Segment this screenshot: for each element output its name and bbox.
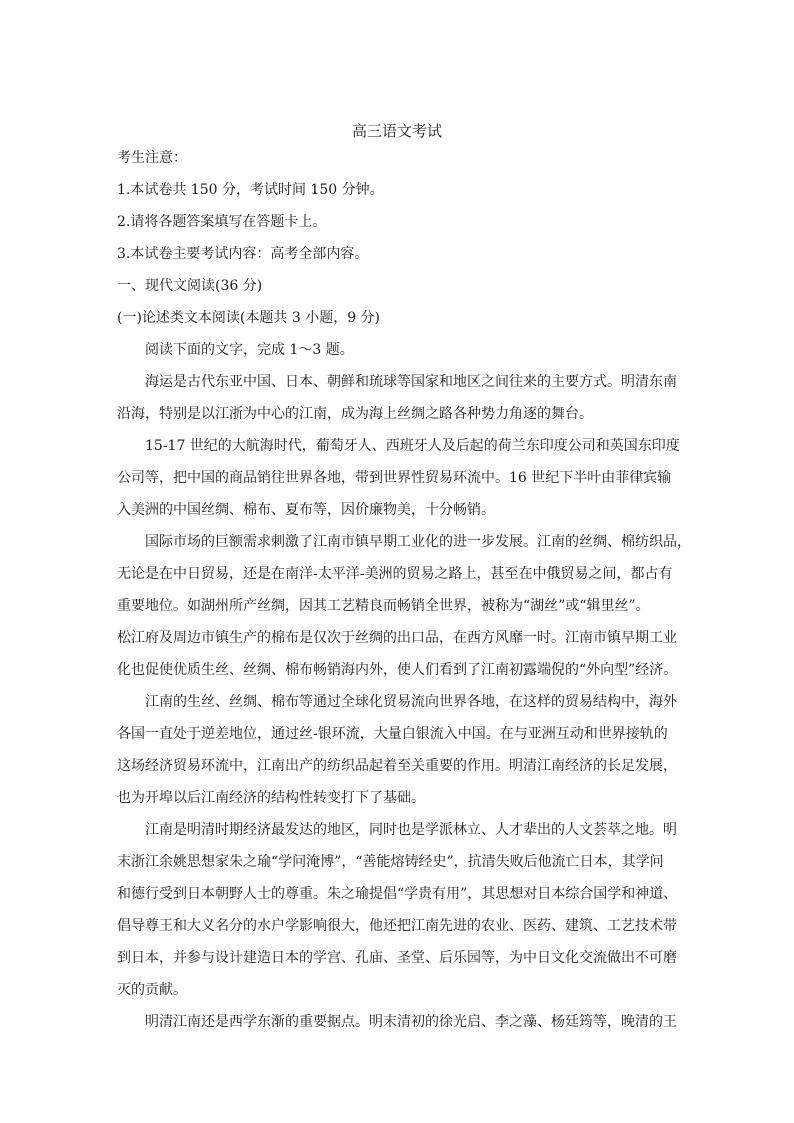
page-title: 高三语文考试 <box>351 122 442 140</box>
passage-line: 重要地位。如湖州所产丝绸，因其工艺精良而畅销全世界，被称为“湖丝”或“辑里丝”。 <box>117 598 650 614</box>
passage-paragraph <box>117 820 677 1000</box>
passage-line: 15-17 世纪的大航海时代，葡萄牙人、西班牙人及后起的荷兰东印度公司和英国东印度 <box>145 438 680 454</box>
passage-paragraph <box>117 436 680 520</box>
passage-paragraph <box>117 372 677 424</box>
passage-line: 也为开埠以后江南经济的结构性转变打下了基础。 <box>117 790 425 806</box>
reading-instruction: 阅读下面的文字，完成 1～3 题。 <box>145 342 354 358</box>
notice-item: 2.请将各题答案填写在答题卡上。 <box>117 214 327 230</box>
passage-line: 末浙江余姚思想家朱之瑜“学问淹博”，“善能熔铸经史”，抗清失败后他流亡日本，其学问 <box>117 854 664 870</box>
passage-line: 国际市场的巨额需求刺激了江南市镇早期工业化的进一步发展。江南的丝绸、棉纺织品， <box>145 534 691 550</box>
passage-line: 倡导尊王和大义名分的水户学影响很大，他还把江南先进的农业、医药、建筑、工艺技术带 <box>117 918 677 934</box>
passage-paragraph <box>117 692 677 808</box>
notice-heading: 考生注意： <box>117 150 187 166</box>
notice-item: 3.本试卷主要考试内容：高考全部内容。 <box>117 246 369 262</box>
notice-item: 1.本试卷共 150 分，考试时间 150 分钟。 <box>117 182 384 198</box>
passage-line: 化也促使优质生丝、丝绸、棉布畅销海内外，使人们看到了江南初露端倪的“外向型”经济。 <box>117 662 678 678</box>
passage-line: 海运是古代东亚中国、日本、朝鲜和琉球等国家和地区之间往来的主要方式。明清东南 <box>145 374 677 390</box>
passage-line: 松江府及周边市镇生产的棉布是仅次于丝绸的出口品，在西方风靡一时。江南市镇早期工业 <box>117 630 677 646</box>
passage-line: 公司等，把中国的商品销往世界各地，带到世界性贸易环流中。16 世纪下半叶由菲律宾输 <box>117 470 672 486</box>
passage-line: 沿海，特别是以江浙为中心的江南，成为海上丝绸之路各种势力角逐的舞台。 <box>117 406 593 422</box>
passage-line: 入美洲的中国丝绸、棉布、夏布等，因价廉物美，十分畅销。 <box>117 502 495 518</box>
passage-line: 各国一直处于逆差地位，通过丝-银环流，大量白银流入中国。在与亚洲互动和世界接轨的 <box>117 726 668 742</box>
section-heading: 一、现代文阅读(36 分) <box>117 278 263 294</box>
section-subheading: (一)论述类文本阅读(本题共 3 小题，9 分) <box>117 310 381 326</box>
passage-line: 和德行受到日本朝野人士的尊重。朱之瑜提倡“学贵有用”，其思想对日本综合国学和神道、 <box>117 886 678 902</box>
passage-paragraph <box>117 1012 677 1032</box>
passage-line: 江南的生丝、丝绸、棉布等通过全球化贸易流向世界各地，在这样的贸易结构中，海外 <box>145 694 677 710</box>
passage-line: 到日本，并参与设计建造日本的学宫、孔庙、圣堂、后乐园等，为中日文化交流做出不可磨 <box>117 950 677 966</box>
passage-line: 明清江南还是西学东渐的重要据点。明末清初的徐光启、李之藻、杨廷筠等，晚清的王 <box>145 1014 677 1030</box>
exam-page <box>117 120 691 1044</box>
passage-line: 江南是明清时期经济最发达的地区，同时也是学派林立、人才辈出的人文荟萃之地。明 <box>145 822 677 838</box>
passage-paragraph <box>117 532 691 680</box>
passage-line: 灭的贡献。 <box>117 982 187 998</box>
passage-line: 无论是在中日贸易，还是在南洋-太平洋-美洲的贸易之路上，甚至在中俄贸易之间，都占有 <box>117 566 673 582</box>
passage-line: 这场经济贸易环流中，江南出产的纺织品起着至关重要的作用。明清江南经济的长足发展， <box>117 758 677 774</box>
